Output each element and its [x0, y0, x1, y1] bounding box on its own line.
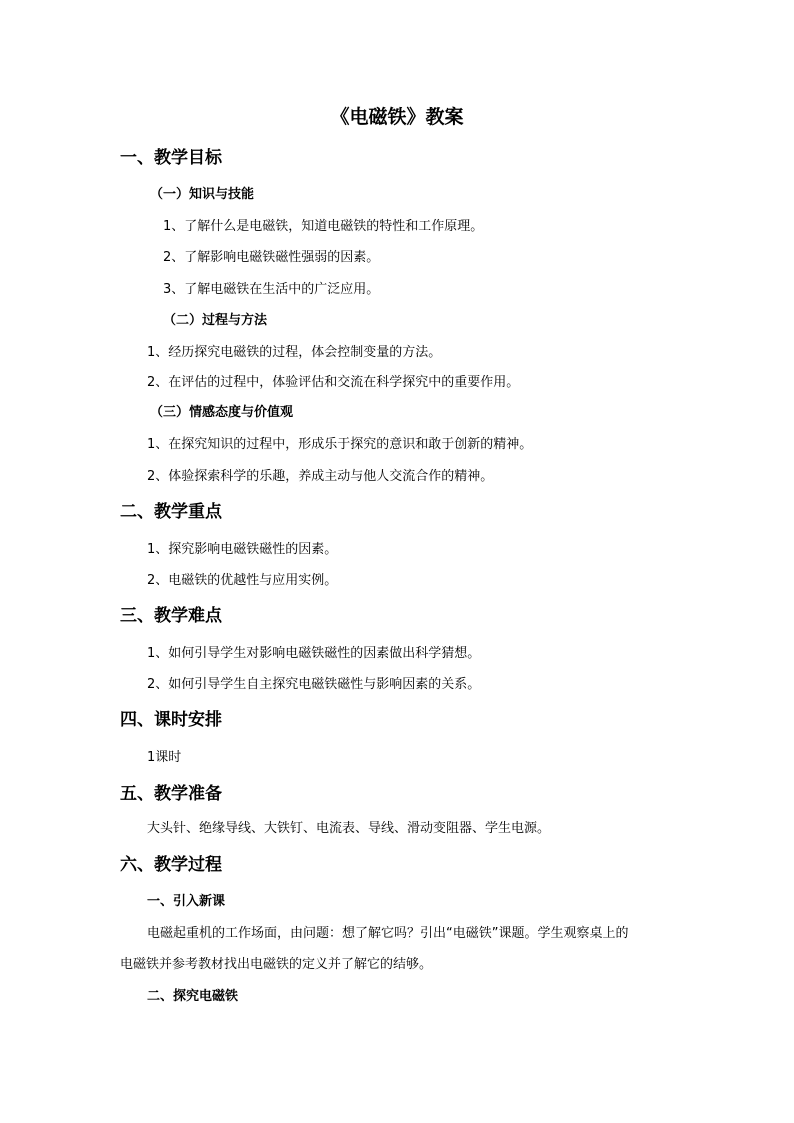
- subheading-explore: 二、探究电磁铁: [147, 989, 239, 1004]
- list-item: 1、经历探究电磁铁的过程，体会控制变量的方法。: [147, 345, 442, 360]
- document-title: 《电磁铁》教案: [330, 106, 464, 128]
- list-item: 2、在评估的过程中，体验评估和交流在科学探究中的重要作用。: [147, 375, 520, 390]
- list-item: 2、了解影响电磁铁磁性强弱的因素。: [163, 250, 380, 265]
- subheading-knowledge-skills: （一）知识与技能: [150, 187, 255, 202]
- list-item: 1、了解什么是电磁铁，知道电磁铁的特性和工作原理。: [163, 219, 484, 234]
- preparation-text: 大头针、绝缘导线、大铁钉、电流表、导线、滑动变阻器、学生电源。: [147, 821, 551, 836]
- list-item: 3、了解电磁铁在生活中的广泛应用。: [163, 282, 380, 297]
- list-item: 1、在探究知识的过程中，形成乐于探究的意识和敢于创新的精神。: [147, 437, 533, 452]
- list-item: 2、如何引导学生自主探究电磁铁磁性与影响因素的关系。: [147, 677, 481, 692]
- subheading-attitudes-values: （三）情感态度与价值观: [150, 405, 294, 420]
- section-heading-schedule: 四、课时安排: [120, 710, 222, 730]
- list-item: 2、体验探索科学的乐趣，养成主动与他人交流合作的精神。: [147, 469, 494, 484]
- paragraph-line: 电磁起重机的工作场面，由问题：想了解它吗？引出“电磁铁”课题。学生观察桌上的: [147, 926, 629, 941]
- section-heading-difficulties: 三、教学难点: [120, 606, 222, 626]
- section-heading-process: 六、教学过程: [120, 855, 222, 875]
- subheading-process-methods: （二）过程与方法: [163, 313, 268, 328]
- schedule-text: 1课时: [147, 750, 182, 765]
- list-item: 1、如何引导学生对影响电磁铁磁性的因素做出科学猜想。: [147, 646, 481, 661]
- section-heading-key-points: 二、教学重点: [120, 502, 222, 522]
- list-item: 2、电磁铁的优越性与应用实例。: [147, 573, 338, 588]
- paragraph-line: 电磁铁并参考教材找出电磁铁的定义并了解它的结够。: [120, 957, 433, 972]
- section-heading-objectives: 一、教学目标: [120, 148, 222, 168]
- section-heading-preparation: 五、教学准备: [120, 784, 222, 804]
- subheading-introduction: 一、引入新课: [147, 894, 226, 909]
- list-item: 1、探究影响电磁铁磁性的因素。: [147, 542, 338, 557]
